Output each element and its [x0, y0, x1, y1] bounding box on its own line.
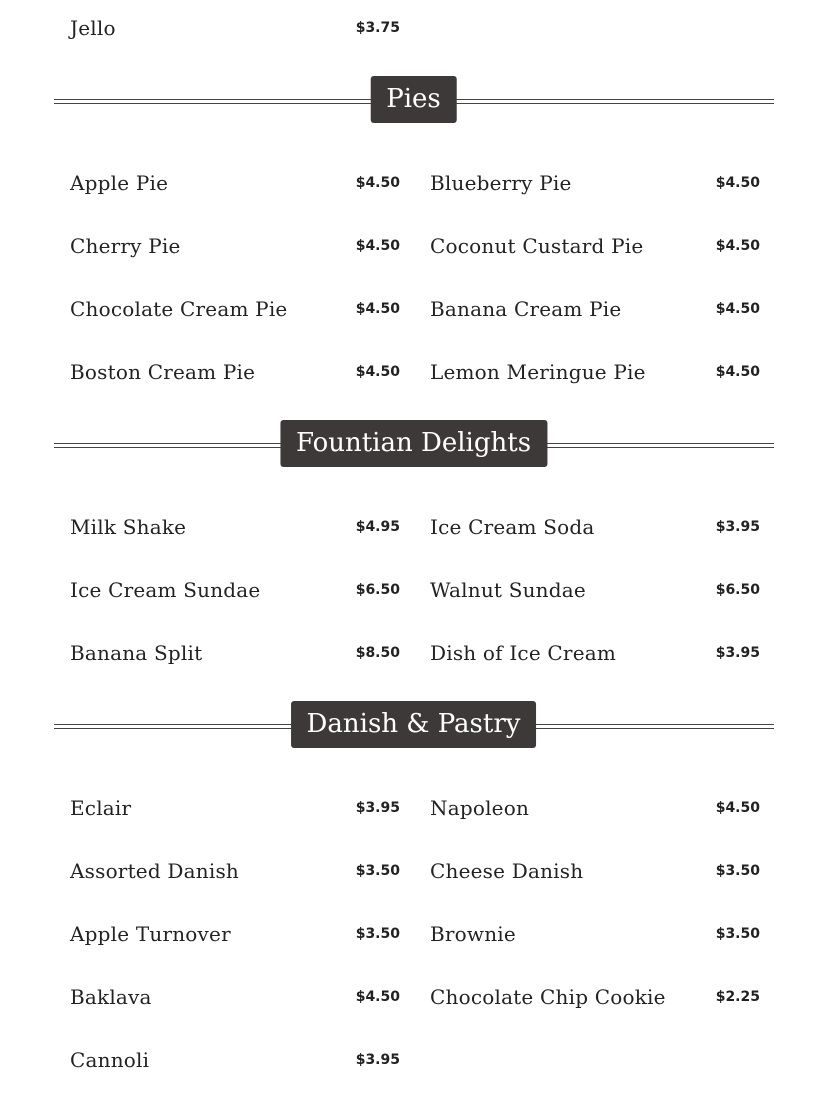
- item-name: Jello: [70, 16, 116, 40]
- menu-item: [70, 638, 400, 668]
- menu-item: [70, 231, 400, 261]
- section-heading-fountain: Fountian Delights: [280, 420, 547, 467]
- item-price: $4.50: [355, 238, 400, 254]
- item-name: Walnut Sundae: [430, 578, 586, 602]
- item-price: $4.50: [355, 301, 400, 317]
- item-name: Banana Split: [70, 641, 203, 665]
- item-price: $2.25: [715, 989, 760, 1005]
- item-price: $3.50: [355, 863, 400, 879]
- menu-item: [430, 982, 760, 1012]
- item-name: Dish of Ice Cream: [430, 641, 617, 665]
- item-price: $4.50: [355, 364, 400, 380]
- item-name: Cheese Danish: [430, 859, 584, 883]
- item-name: Chocolate Cream Pie: [70, 297, 288, 321]
- menu-item: [70, 575, 400, 605]
- menu-item-jello: [70, 13, 400, 43]
- section-heading-pies: Pies: [370, 76, 457, 123]
- item-price: $3.95: [355, 800, 400, 816]
- menu-item: [430, 231, 760, 261]
- item-price: $3.95: [715, 519, 760, 535]
- menu-item: [70, 982, 400, 1012]
- menu-item: [430, 575, 760, 605]
- menu-item: [430, 856, 760, 886]
- item-price: $4.95: [355, 519, 400, 535]
- item-price: $4.50: [715, 238, 760, 254]
- menu-item: [430, 168, 760, 198]
- item-name: Baklava: [70, 985, 152, 1009]
- item-price: $3.95: [715, 645, 760, 661]
- item-name: Ice Cream Soda: [430, 515, 595, 539]
- item-name: Cherry Pie: [70, 234, 181, 258]
- item-name: Apple Turnover: [70, 922, 231, 946]
- menu-item: [430, 357, 760, 387]
- item-name: Brownie: [430, 922, 516, 946]
- item-name: Banana Cream Pie: [430, 297, 622, 321]
- item-price: $4.50: [715, 175, 760, 191]
- item-price: $3.50: [715, 926, 760, 942]
- section-heading-danish: Danish & Pastry: [291, 701, 537, 748]
- menu-item: [70, 793, 400, 823]
- item-name: Chocolate Chip Cookie: [430, 985, 666, 1009]
- item-price: $6.50: [715, 582, 760, 598]
- menu-item: [430, 793, 760, 823]
- item-name: Coconut Custard Pie: [430, 234, 644, 258]
- item-name: Assorted Danish: [70, 859, 239, 883]
- item-name: Ice Cream Sundae: [70, 578, 261, 602]
- menu-item: [70, 512, 400, 542]
- item-price: $4.50: [355, 989, 400, 1005]
- item-name: Eclair: [70, 796, 132, 820]
- menu-item: [70, 294, 400, 324]
- item-price: $4.50: [715, 301, 760, 317]
- item-name: Napoleon: [430, 796, 530, 820]
- item-name: Boston Cream Pie: [70, 360, 256, 384]
- item-price: $3.75: [355, 20, 400, 36]
- item-price: $4.50: [355, 175, 400, 191]
- item-price: $3.50: [715, 863, 760, 879]
- item-name: Apple Pie: [70, 171, 169, 195]
- item-price: $4.50: [715, 364, 760, 380]
- item-name: Milk Shake: [70, 515, 187, 539]
- item-price: $3.50: [355, 926, 400, 942]
- menu-item: [70, 357, 400, 387]
- menu-item: [430, 638, 760, 668]
- menu-item: [70, 856, 400, 886]
- item-price: $4.50: [715, 800, 760, 816]
- menu-item: [70, 168, 400, 198]
- item-name: Lemon Meringue Pie: [430, 360, 646, 384]
- item-price: $3.95: [355, 1052, 400, 1068]
- item-price: $8.50: [355, 645, 400, 661]
- menu-item: [430, 512, 760, 542]
- menu-item: [430, 294, 760, 324]
- item-price: $6.50: [355, 582, 400, 598]
- menu-item: [70, 1045, 400, 1075]
- menu-item: [430, 919, 760, 949]
- item-name: Blueberry Pie: [430, 171, 572, 195]
- menu-item: [70, 919, 400, 949]
- item-name: Cannoli: [70, 1048, 150, 1072]
